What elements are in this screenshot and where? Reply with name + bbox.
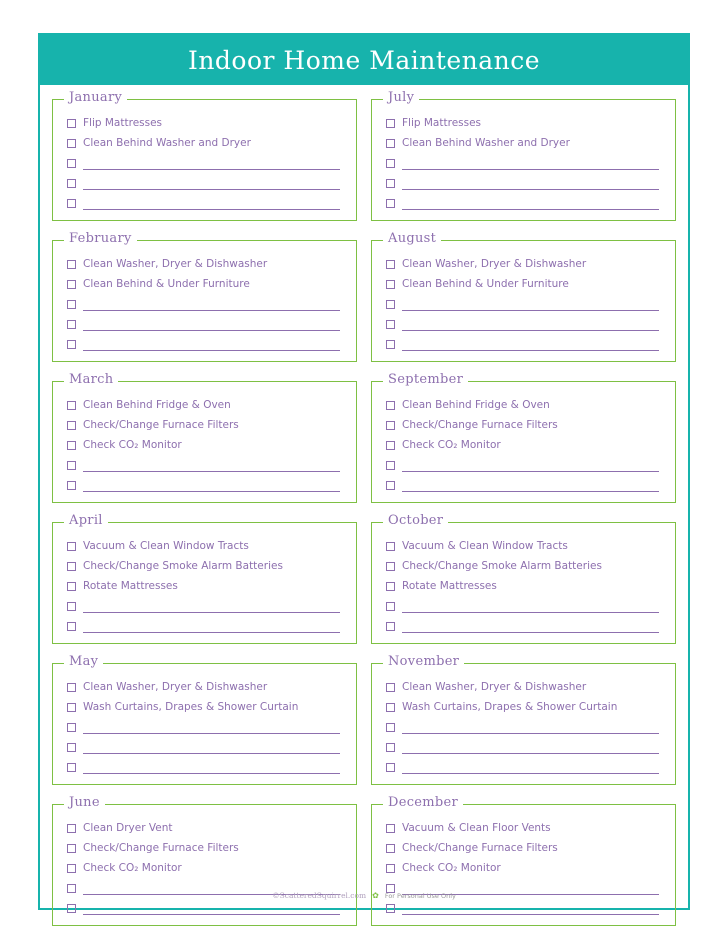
worksheet-border	[38, 33, 690, 910]
page-title: Indoor Home Maintenance	[187, 45, 541, 75]
task-label: Check/Change Furnace Filters	[402, 842, 558, 854]
task-row	[63, 576, 346, 596]
blank-task-row	[382, 616, 665, 636]
checkbox-icon[interactable]	[386, 199, 395, 208]
task-label: Check CO₂ Monitor	[402, 862, 501, 874]
title-bar	[40, 35, 688, 85]
blank-task-row	[63, 898, 346, 918]
task-row	[63, 133, 346, 153]
checkbox-icon[interactable]	[386, 300, 395, 309]
checkbox-icon[interactable]	[67, 461, 76, 470]
checkbox-icon[interactable]	[67, 119, 76, 128]
task-label: Clean Dryer Vent	[83, 822, 173, 834]
blank-task-row	[382, 757, 665, 777]
checkbox-icon[interactable]	[67, 401, 76, 410]
blank-task-row	[382, 898, 665, 918]
month-task-box	[371, 663, 676, 785]
month-task-box	[371, 240, 676, 362]
checkbox-icon[interactable]	[67, 260, 76, 269]
month-task-box	[371, 522, 676, 644]
write-in-line[interactable]	[402, 721, 659, 734]
task-row	[63, 858, 346, 878]
checkbox-icon[interactable]	[386, 159, 395, 168]
month-block	[371, 231, 676, 362]
month-block	[371, 372, 676, 503]
checkbox-icon[interactable]	[386, 824, 395, 833]
month-block	[52, 513, 357, 644]
checkbox-icon[interactable]	[386, 723, 395, 732]
checkbox-icon[interactable]	[67, 864, 76, 873]
checkbox-icon[interactable]	[67, 421, 76, 430]
month-label-june: June	[64, 795, 105, 810]
month-label-august: August	[383, 231, 441, 246]
task-row	[382, 415, 665, 435]
checkbox-icon[interactable]	[386, 481, 395, 490]
task-label: Check/Change Furnace Filters	[402, 419, 558, 431]
task-row	[63, 113, 346, 133]
task-row	[382, 133, 665, 153]
blank-task-row	[63, 596, 346, 616]
write-in-line[interactable]	[83, 741, 340, 754]
task-row	[63, 536, 346, 556]
task-row	[63, 838, 346, 858]
checkbox-icon[interactable]	[67, 481, 76, 490]
month-task-box	[52, 240, 357, 362]
task-row	[382, 435, 665, 455]
task-label: Clean Behind Fridge & Oven	[402, 399, 550, 411]
month-block	[371, 654, 676, 785]
write-in-line[interactable]	[402, 459, 659, 472]
checkbox-icon[interactable]	[386, 441, 395, 450]
month-label-july: July	[383, 90, 419, 105]
checkbox-icon[interactable]	[67, 139, 76, 148]
task-label: Clean Behind & Under Furniture	[83, 278, 250, 290]
task-label: Wash Curtains, Drapes & Shower Curtain	[402, 701, 618, 713]
write-in-line[interactable]	[402, 600, 659, 613]
brand-credit: ©ScatteredSquirrel.com	[272, 891, 367, 900]
task-label: Clean Washer, Dryer & Dishwasher	[402, 681, 587, 693]
task-label: Vacuum & Clean Window Tracts	[402, 540, 568, 552]
month-columns	[52, 90, 676, 926]
checkbox-icon[interactable]	[386, 904, 395, 913]
month-task-box	[52, 663, 357, 785]
write-in-line[interactable]	[402, 318, 659, 331]
task-label: Flip Mattresses	[83, 117, 163, 129]
checkbox-icon[interactable]	[386, 743, 395, 752]
write-in-line[interactable]	[83, 721, 340, 734]
task-row	[382, 395, 665, 415]
month-task-box	[371, 99, 676, 221]
write-in-line[interactable]	[402, 157, 659, 170]
task-label: Clean Washer, Dryer & Dishwasher	[402, 258, 587, 270]
task-label: Rotate Mattresses	[83, 580, 178, 592]
checkbox-icon[interactable]	[67, 300, 76, 309]
task-row	[382, 254, 665, 274]
task-label: Clean Behind Washer and Dryer	[83, 137, 251, 149]
checkbox-icon[interactable]	[67, 340, 76, 349]
checkbox-icon[interactable]	[386, 139, 395, 148]
blank-task-row	[382, 717, 665, 737]
left-column	[52, 90, 357, 926]
blank-task-row	[382, 153, 665, 173]
task-label: Clean Behind Fridge & Oven	[83, 399, 231, 411]
write-in-line[interactable]	[402, 298, 659, 311]
month-block	[371, 795, 676, 926]
checkbox-icon[interactable]	[67, 159, 76, 168]
write-in-line[interactable]	[83, 197, 340, 210]
write-in-line[interactable]	[402, 177, 659, 190]
blank-task-row	[382, 455, 665, 475]
task-label: Clean Washer, Dryer & Dishwasher	[83, 258, 268, 270]
checkbox-icon[interactable]	[386, 703, 395, 712]
write-in-line[interactable]	[83, 620, 340, 633]
checkbox-icon[interactable]	[386, 421, 395, 430]
task-label: Check/Change Smoke Alarm Batteries	[402, 560, 602, 572]
write-in-line[interactable]	[83, 459, 340, 472]
task-row	[63, 556, 346, 576]
write-in-line[interactable]	[83, 761, 340, 774]
checklist-content	[40, 85, 688, 908]
blank-task-row	[382, 596, 665, 616]
checkbox-icon[interactable]	[386, 340, 395, 349]
blank-task-row	[382, 334, 665, 354]
task-row	[382, 274, 665, 294]
checkbox-icon[interactable]	[386, 602, 395, 611]
checkbox-icon[interactable]	[67, 179, 76, 188]
blank-task-row	[63, 294, 346, 314]
task-row	[63, 677, 346, 697]
month-label-january: January	[64, 90, 127, 105]
month-block	[371, 513, 676, 644]
blank-task-row	[382, 294, 665, 314]
month-label-december: December	[383, 795, 463, 810]
checkbox-icon[interactable]	[67, 703, 76, 712]
checkbox-icon[interactable]	[67, 320, 76, 329]
month-block	[52, 90, 357, 221]
checkbox-icon[interactable]	[67, 844, 76, 853]
task-label: Flip Mattresses	[402, 117, 482, 129]
write-in-line[interactable]	[402, 620, 659, 633]
task-label: Wash Curtains, Drapes & Shower Curtain	[83, 701, 299, 713]
write-in-line[interactable]	[83, 177, 340, 190]
checkbox-icon[interactable]	[386, 683, 395, 692]
month-label-september: September	[383, 372, 468, 387]
blank-task-row	[63, 173, 346, 193]
blank-task-row	[382, 173, 665, 193]
personal-use-note: For Personal Use Only	[384, 891, 456, 900]
checkbox-icon[interactable]	[67, 562, 76, 571]
checkbox-icon[interactable]	[67, 763, 76, 772]
checkbox-icon[interactable]	[67, 542, 76, 551]
month-task-box	[52, 381, 357, 503]
write-in-line[interactable]	[402, 761, 659, 774]
task-label: Vacuum & Clean Window Tracts	[83, 540, 249, 552]
task-row	[382, 536, 665, 556]
write-in-line[interactable]	[402, 741, 659, 754]
blank-task-row	[63, 757, 346, 777]
month-block	[371, 90, 676, 221]
task-row	[382, 677, 665, 697]
task-label: Clean Washer, Dryer & Dishwasher	[83, 681, 268, 693]
blank-task-row	[63, 737, 346, 757]
write-in-line[interactable]	[402, 902, 659, 915]
checkbox-icon[interactable]	[386, 320, 395, 329]
footer	[40, 891, 688, 900]
task-row	[63, 818, 346, 838]
checkbox-icon[interactable]	[67, 723, 76, 732]
month-task-box	[52, 804, 357, 926]
task-row	[382, 113, 665, 133]
checkbox-icon[interactable]	[67, 683, 76, 692]
month-block	[52, 795, 357, 926]
checkbox-icon[interactable]	[67, 441, 76, 450]
task-label: Rotate Mattresses	[402, 580, 497, 592]
month-label-april: April	[64, 513, 108, 528]
write-in-line[interactable]	[83, 318, 340, 331]
checkbox-icon[interactable]	[386, 582, 395, 591]
checkbox-icon[interactable]	[67, 743, 76, 752]
task-row	[63, 395, 346, 415]
blank-task-row	[63, 475, 346, 495]
month-task-box	[371, 381, 676, 503]
blank-task-row	[382, 193, 665, 213]
blank-task-row	[63, 455, 346, 475]
task-row	[63, 435, 346, 455]
month-task-box	[52, 522, 357, 644]
blank-task-row	[63, 193, 346, 213]
task-row	[382, 818, 665, 838]
write-in-line[interactable]	[83, 338, 340, 351]
month-block	[52, 231, 357, 362]
month-label-february: February	[64, 231, 137, 246]
checkbox-icon[interactable]	[67, 280, 76, 289]
checkbox-icon[interactable]	[386, 280, 395, 289]
month-label-november: November	[383, 654, 464, 669]
blank-task-row	[382, 475, 665, 495]
leaf-icon: ✿	[372, 891, 379, 900]
blank-task-row	[63, 314, 346, 334]
blank-task-row	[63, 616, 346, 636]
checkbox-icon[interactable]	[386, 763, 395, 772]
write-in-line[interactable]	[83, 479, 340, 492]
task-row	[382, 838, 665, 858]
task-label: Check/Change Furnace Filters	[83, 419, 239, 431]
write-in-line[interactable]	[83, 600, 340, 613]
checkbox-icon[interactable]	[67, 904, 76, 913]
month-task-box	[52, 99, 357, 221]
checkbox-icon[interactable]	[67, 622, 76, 631]
blank-task-row	[63, 334, 346, 354]
task-row	[382, 576, 665, 596]
task-row	[382, 556, 665, 576]
checkbox-icon[interactable]	[386, 260, 395, 269]
checkbox-icon[interactable]	[386, 461, 395, 470]
checkbox-icon[interactable]	[386, 562, 395, 571]
task-row	[382, 697, 665, 717]
blank-task-row	[382, 314, 665, 334]
month-label-october: October	[383, 513, 448, 528]
task-row	[382, 858, 665, 878]
checkbox-icon[interactable]	[67, 602, 76, 611]
write-in-line[interactable]	[83, 157, 340, 170]
write-in-line[interactable]	[83, 298, 340, 311]
task-row	[63, 415, 346, 435]
write-in-line[interactable]	[402, 338, 659, 351]
month-label-may: May	[64, 654, 103, 669]
task-row	[63, 697, 346, 717]
blank-task-row	[382, 737, 665, 757]
task-label: Check CO₂ Monitor	[402, 439, 501, 451]
checkbox-icon[interactable]	[386, 401, 395, 410]
task-label: Vacuum & Clean Floor Vents	[402, 822, 551, 834]
task-label: Clean Behind Washer and Dryer	[402, 137, 570, 149]
checkbox-icon[interactable]	[386, 864, 395, 873]
write-in-line[interactable]	[402, 197, 659, 210]
task-label: Check/Change Smoke Alarm Batteries	[83, 560, 283, 572]
checkbox-icon[interactable]	[386, 179, 395, 188]
right-column	[371, 90, 676, 926]
task-row	[63, 274, 346, 294]
write-in-line[interactable]	[83, 902, 340, 915]
checkbox-icon[interactable]	[386, 844, 395, 853]
checkbox-icon[interactable]	[386, 119, 395, 128]
write-in-line[interactable]	[402, 479, 659, 492]
month-block	[52, 372, 357, 503]
blank-task-row	[63, 153, 346, 173]
month-label-march: March	[64, 372, 118, 387]
checkbox-icon[interactable]	[67, 199, 76, 208]
checkbox-icon[interactable]	[386, 622, 395, 631]
blank-task-row	[63, 717, 346, 737]
task-label: Clean Behind & Under Furniture	[402, 278, 569, 290]
task-label: Check CO₂ Monitor	[83, 862, 182, 874]
checkbox-icon[interactable]	[67, 582, 76, 591]
month-task-box	[371, 804, 676, 926]
checkbox-icon[interactable]	[386, 542, 395, 551]
task-label: Check/Change Furnace Filters	[83, 842, 239, 854]
month-block	[52, 654, 357, 785]
task-row	[63, 254, 346, 274]
task-label: Check CO₂ Monitor	[83, 439, 182, 451]
checkbox-icon[interactable]	[67, 824, 76, 833]
